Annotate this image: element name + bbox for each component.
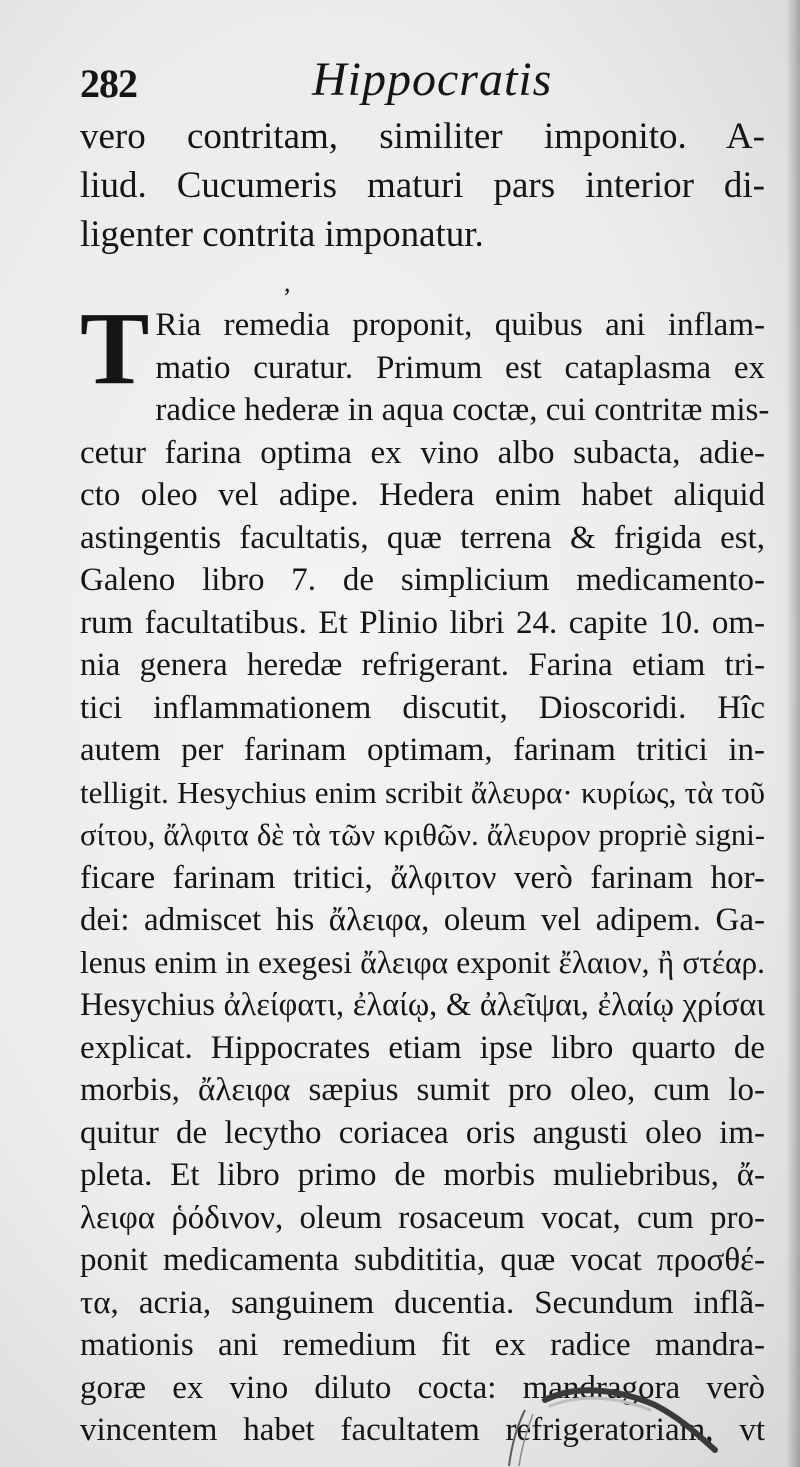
- text-line: σίτου, ἄλφιτα δὲ τὰ τῶν κριθῶν. ἄλευρον propriè signi-: [80, 818, 765, 852]
- text-line: cetur farina optima ex vino albo subacta, adie-: [80, 434, 765, 471]
- text-line: goræ ex vino diluto cocta: mandragora verò: [80, 1369, 765, 1406]
- text-line: liud. Cucumeris maturi pars interior di-: [80, 165, 765, 206]
- text-line: astingentis facultatis, quæ terrena & frigida est,: [80, 519, 765, 556]
- page-edge-shadow: [786, 0, 800, 1467]
- text-line: telligit. Hesychius enim scribit ἄλευρα· κυρίως, τὰ τοῦ: [80, 774, 765, 810]
- text-line: rum facultatibus. Et Plinio libri 24. capite 10. om-: [80, 604, 765, 641]
- running-title: Hippocratis: [312, 53, 553, 106]
- commentary-paragraph: [80, 291, 770, 1452]
- text-line: radice hederæ in aqua coctæ, cui contritæ mis-: [155, 392, 770, 428]
- text-line: Hesychius ἀλείφατι, ἐλαίῳ, & ἀλεῖψαι, ἐλαίῳ χρίσαι: [80, 987, 765, 1023]
- text-line: vero contritam, similiter imponito. A-: [80, 116, 765, 157]
- text-line: ponit medicamenta subdititia, quæ vocat προσθέ-: [80, 1242, 765, 1278]
- text-line: dei: admiscet his ἄλειφα, oleum vel adipem. Ga-: [80, 902, 765, 938]
- text-line: tici inflammationem discutit, Dioscoridi. Hîc: [80, 689, 765, 726]
- ink-smudge: [505, 1380, 735, 1467]
- text-line: matio curatur. Primum est cataplasma ex: [155, 349, 765, 386]
- text-line: quitur de lecytho coriacea oris angusti oleo im-: [80, 1114, 765, 1151]
- text-line: Ria remedia proponit, quibus ani inflam-: [155, 307, 765, 343]
- text-line: explicat. Hippocrates etiam ipse libro quarto de: [80, 1029, 765, 1066]
- page-number: 282: [80, 61, 137, 106]
- drop-cap: T: [80, 291, 150, 406]
- text-line: ficare farinam tritici, ἄλφιτον verò farinam hor-: [80, 859, 765, 896]
- text-line: autem per farinam optimam, farinam tritici in-: [80, 732, 765, 768]
- continued-paragraph: [80, 112, 765, 259]
- text-line: ligenter contrita imponatur.: [80, 214, 484, 255]
- text-line: lenus enim in exegesi ἄλειφα exponit ἔλαιον, ἢ στέαρ.: [80, 944, 765, 980]
- stray-mark: ,: [284, 268, 291, 297]
- text-line: Galeno libro 7. de simplicium medicamento-: [80, 562, 765, 598]
- page-header: [80, 52, 760, 112]
- text-line: morbis, ἄλειφα sæpius sumit pro oleo, cum lo-: [80, 1072, 765, 1108]
- text-line: nia genera heredæ refrigerant. Farina etiam tri-: [80, 647, 765, 683]
- text-line: cto oleo vel adipe. Hedera enim habet aliquid: [80, 477, 765, 513]
- text-line: λειφα ῥόδινον, oleum rosaceum vocat, cum pro-: [80, 1199, 765, 1236]
- text-line: pleta. Et libro primo de morbis muliebribus, ἄ-: [80, 1157, 765, 1193]
- text-line: vincentem habet facultatem refrigeratoriam, vt: [80, 1412, 765, 1448]
- text-line: mationis ani remedium fit ex radice mandra-: [80, 1327, 765, 1363]
- text-line: τα, acria, sanguinem ducentia. Secundum inflã-: [80, 1284, 765, 1321]
